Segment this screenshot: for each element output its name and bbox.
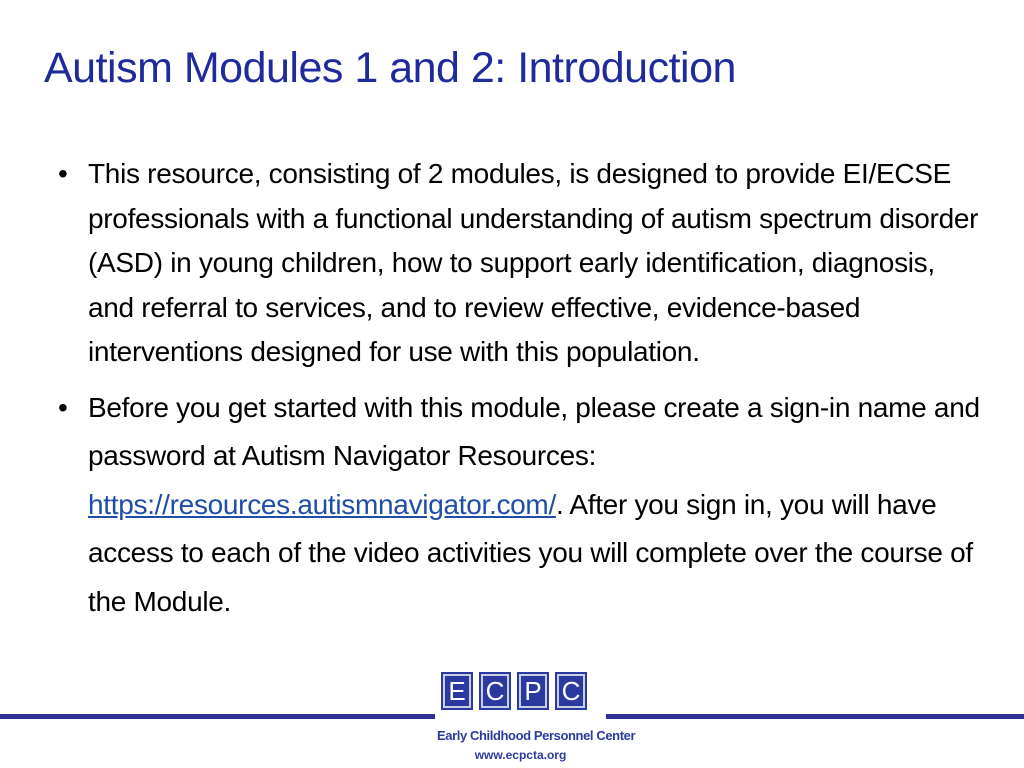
bullet-item	[58, 152, 988, 375]
bullet-symbol: •	[58, 391, 68, 423]
bullet-text: . After you sign in, you will have access to each of the video activities you will complete over the course of the Module.	[88, 488, 973, 617]
logo-letter: C	[555, 672, 587, 710]
bullet-text: This resource, consisting of 2 modules, is designed to provide EI/ECSE professionals with a functional understanding of autism spectrum disorder (ASD) in young children, how to support early identification, diagnosis, and referral to services, and to review effective, evidence-based interventions designed for use with this population.	[88, 158, 979, 367]
logo-organization-name: Early Childhood Personnel Center	[437, 728, 636, 743]
footer-rule-right	[606, 714, 1024, 719]
logo-website: www.ecpcta.org	[474, 748, 567, 762]
logo-letter: C	[479, 672, 511, 710]
bullet-item	[58, 384, 988, 627]
logo-letter-row	[441, 672, 587, 710]
logo-letter: E	[441, 672, 473, 710]
ecpc-logo	[437, 672, 636, 768]
autism-navigator-link[interactable]: https://resources.autismnavigator.com/	[88, 488, 556, 520]
footer-rule-left	[0, 714, 435, 719]
bullet-text: Before you get started with this module, please create a sign-in name and password at Autism Navigator Resources:	[88, 391, 980, 471]
slide-title: Autism Modules 1 and 2: Introduction	[44, 44, 736, 92]
logo-letter: P	[517, 672, 549, 710]
bullet-list	[58, 152, 988, 626]
bullet-symbol: •	[58, 158, 68, 189]
